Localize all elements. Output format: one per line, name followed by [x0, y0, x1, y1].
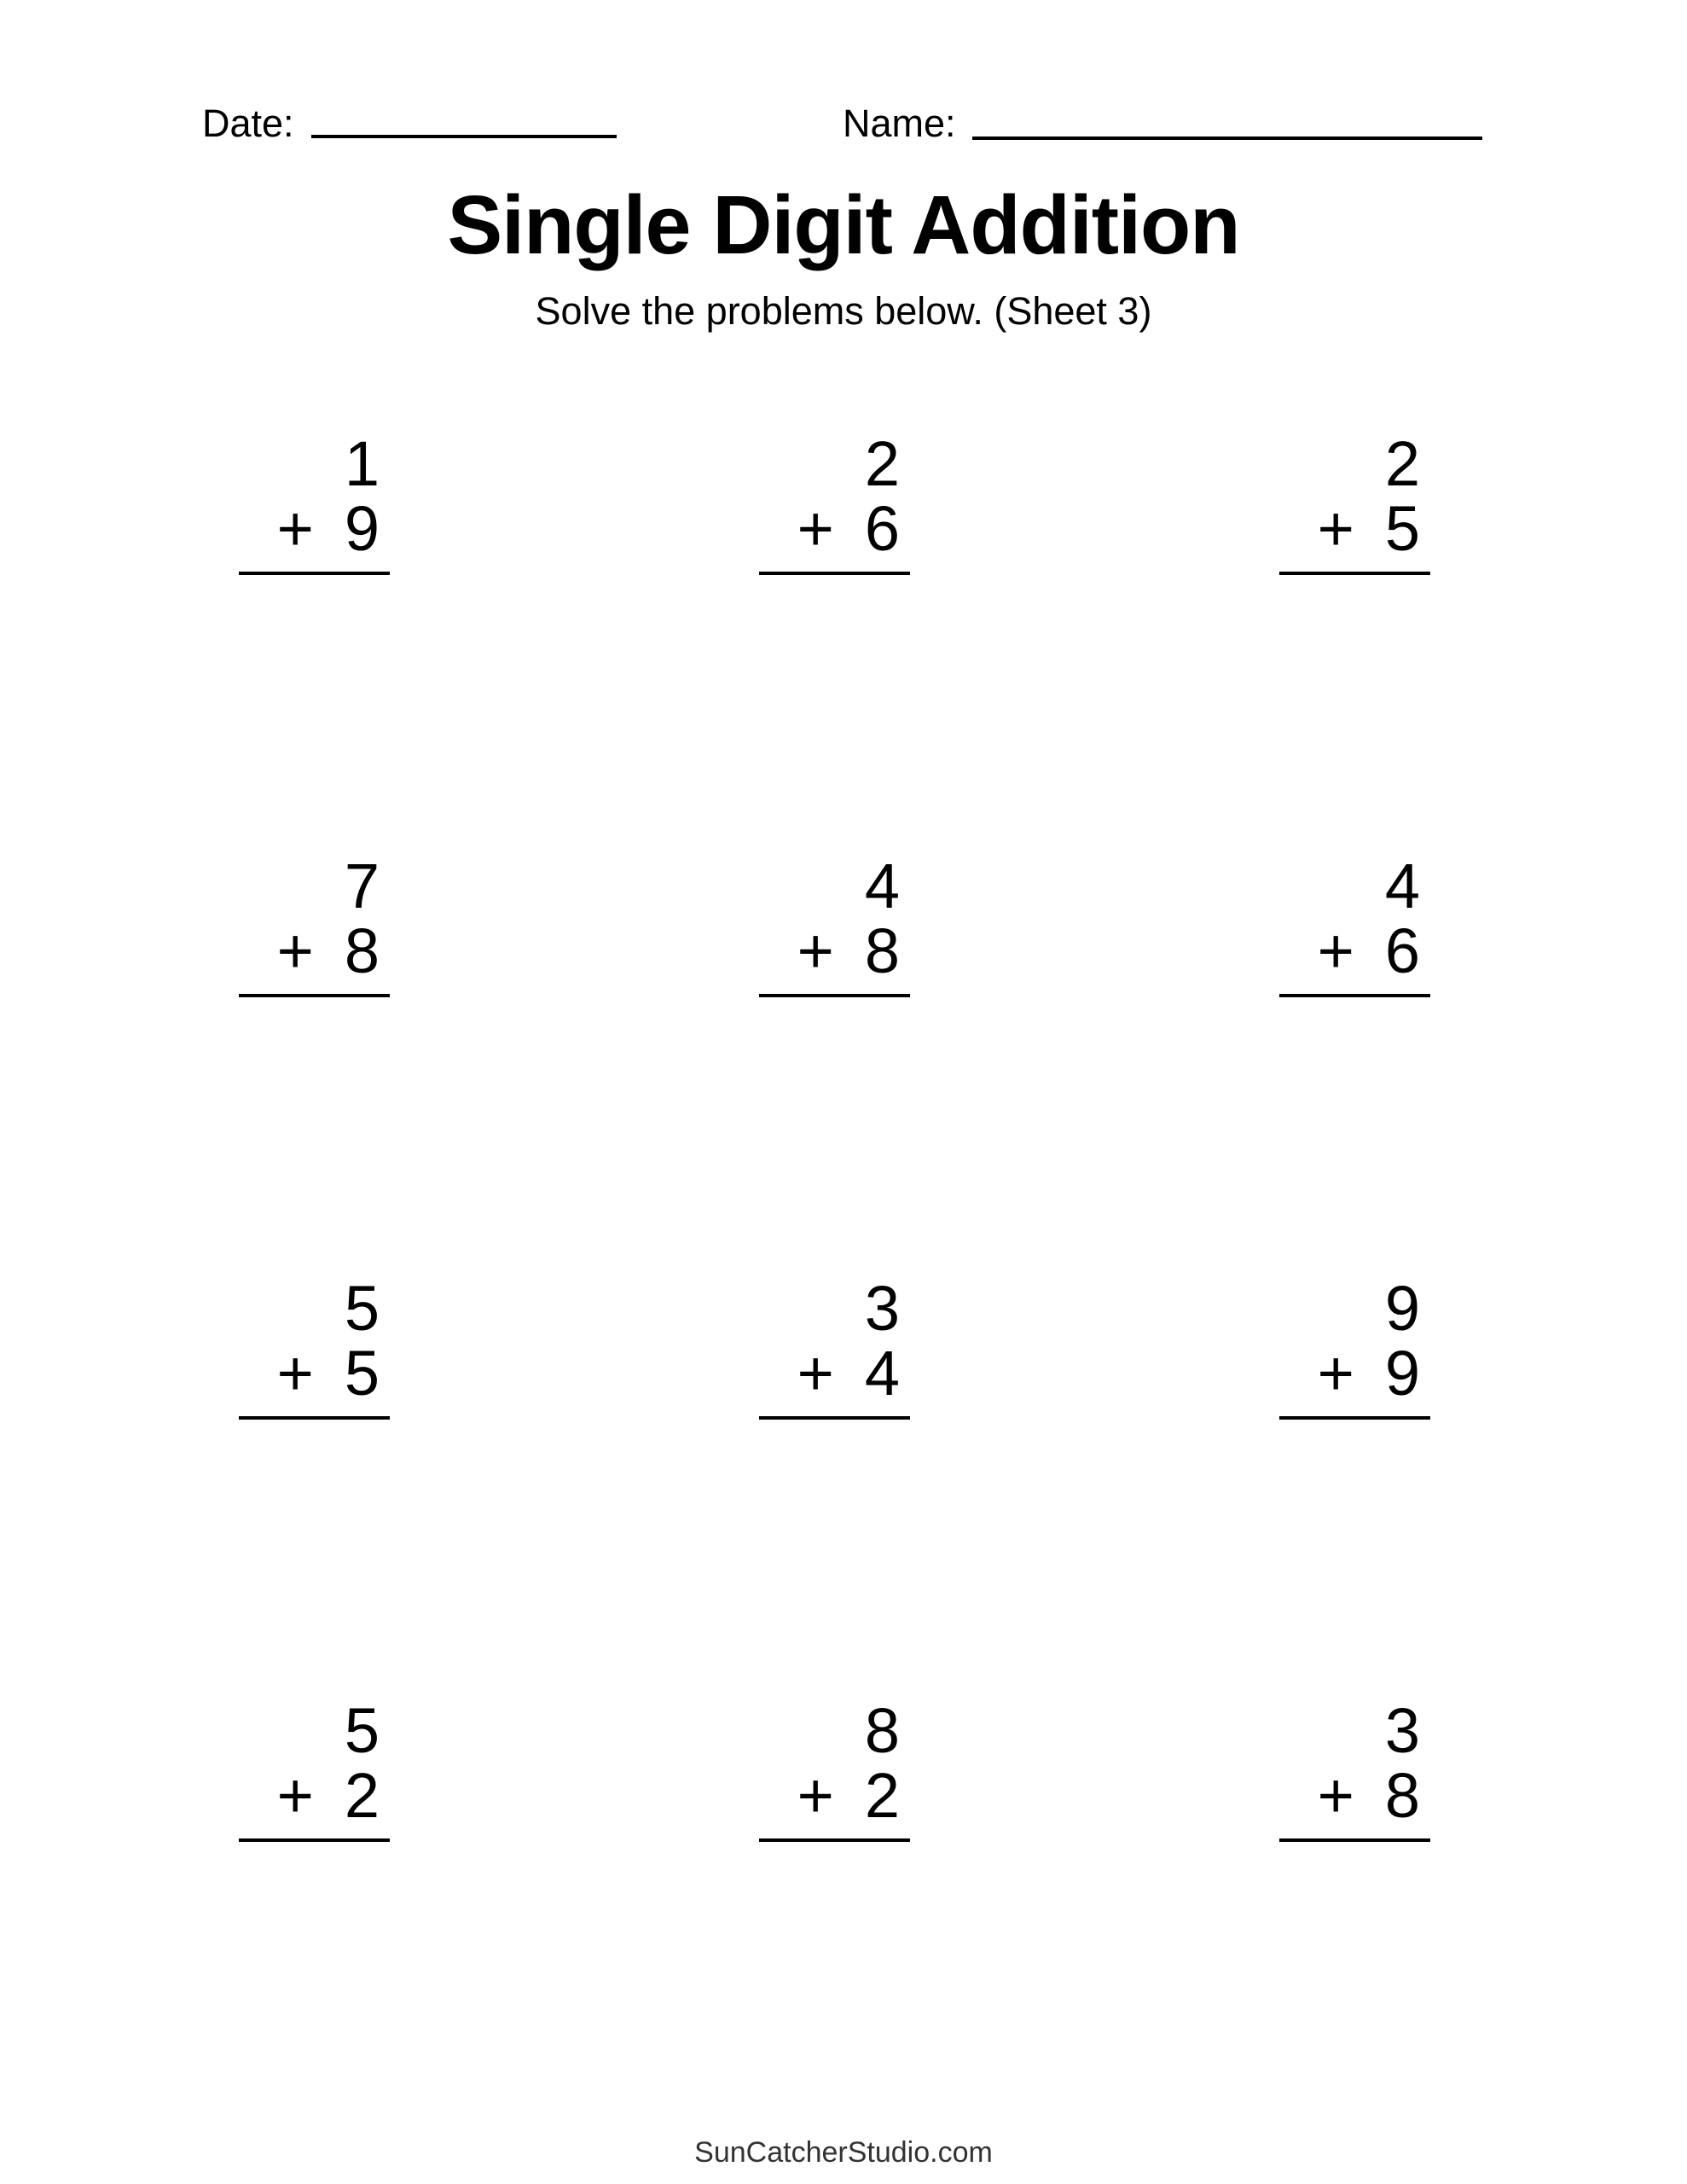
- plus-operator: +: [1317, 1760, 1354, 1831]
- name-label: Name:: [843, 102, 956, 145]
- plus-operator: +: [276, 915, 314, 986]
- addition-problem: [1279, 851, 1430, 997]
- bottom-addend: 5: [344, 1338, 380, 1409]
- page-title: Single Digit Addition: [447, 178, 1240, 271]
- addition-problem: [239, 1695, 390, 1842]
- bottom-addend: 8: [864, 915, 900, 986]
- bottom-addend-row: [759, 1760, 910, 1831]
- bottom-addend: 6: [1384, 915, 1420, 986]
- answer-line: [1279, 994, 1430, 997]
- addition-problem: [1279, 428, 1430, 575]
- bottom-addend-row: [1279, 493, 1430, 564]
- plus-operator: +: [276, 493, 314, 564]
- addition-problem: [239, 851, 390, 997]
- bottom-addend-row: [1279, 1760, 1430, 1831]
- plus-operator: +: [1317, 915, 1354, 986]
- top-addend: 4: [864, 851, 900, 921]
- bottom-addend-row: [759, 1338, 910, 1409]
- addition-problem: [759, 1695, 910, 1842]
- bottom-addend: 5: [1384, 493, 1420, 564]
- addition-problem: [759, 851, 910, 997]
- answer-line: [1279, 1838, 1430, 1842]
- bottom-addend: 9: [1384, 1338, 1420, 1409]
- answer-line: [1279, 1416, 1430, 1420]
- bottom-addend: 2: [864, 1760, 900, 1831]
- bottom-addend: 2: [344, 1760, 380, 1831]
- plus-operator: +: [797, 493, 834, 564]
- plus-operator: +: [1317, 1338, 1354, 1409]
- plus-operator: +: [797, 1760, 834, 1831]
- bottom-addend: 4: [864, 1338, 900, 1409]
- top-addend: 9: [1384, 1273, 1420, 1344]
- bottom-addend-row: [759, 915, 910, 986]
- answer-line: [239, 994, 390, 997]
- top-addend: 3: [1384, 1695, 1420, 1766]
- answer-line: [239, 1416, 390, 1420]
- top-addend: 2: [864, 428, 900, 499]
- date-label: Date:: [202, 102, 294, 145]
- bottom-addend-row: [1279, 915, 1430, 986]
- top-addend: 4: [1384, 851, 1420, 921]
- bottom-addend-row: [239, 1338, 390, 1409]
- answer-line: [239, 1838, 390, 1842]
- addition-problem: [759, 1273, 910, 1420]
- answer-line: [759, 1416, 910, 1420]
- bottom-addend-row: [239, 493, 390, 564]
- top-addend: 1: [344, 428, 380, 499]
- top-addend: 2: [1384, 428, 1420, 499]
- top-addend: 5: [344, 1695, 380, 1766]
- plus-operator: +: [797, 1338, 834, 1409]
- bottom-addend: 9: [344, 493, 380, 564]
- top-addend: 3: [864, 1273, 900, 1344]
- answer-line: [759, 994, 910, 997]
- addition-problem: [1279, 1695, 1430, 1842]
- answer-line: [239, 572, 390, 575]
- answer-line: [759, 1838, 910, 1842]
- bottom-addend: 8: [1384, 1760, 1420, 1831]
- addition-problem: [239, 428, 390, 575]
- plus-operator: +: [1317, 493, 1354, 564]
- addition-problem: [1279, 1273, 1430, 1420]
- bottom-addend-row: [239, 1760, 390, 1831]
- plus-operator: +: [797, 915, 834, 986]
- addition-problem: [759, 428, 910, 575]
- answer-line: [759, 572, 910, 575]
- bottom-addend-row: [1279, 1338, 1430, 1409]
- bottom-addend: 6: [864, 493, 900, 564]
- bottom-addend-row: [759, 493, 910, 564]
- footer-credit: SunCatcherStudio.com: [694, 2136, 993, 2169]
- top-addend: 7: [344, 851, 380, 921]
- plus-operator: +: [276, 1338, 314, 1409]
- plus-operator: +: [276, 1760, 314, 1831]
- addition-problem: [239, 1273, 390, 1420]
- bottom-addend: 8: [344, 915, 380, 986]
- answer-line: [1279, 572, 1430, 575]
- bottom-addend-row: [239, 915, 390, 986]
- top-addend: 5: [344, 1273, 380, 1344]
- top-addend: 8: [864, 1695, 900, 1766]
- page-subtitle: Solve the problems below. (Sheet 3): [535, 289, 1152, 333]
